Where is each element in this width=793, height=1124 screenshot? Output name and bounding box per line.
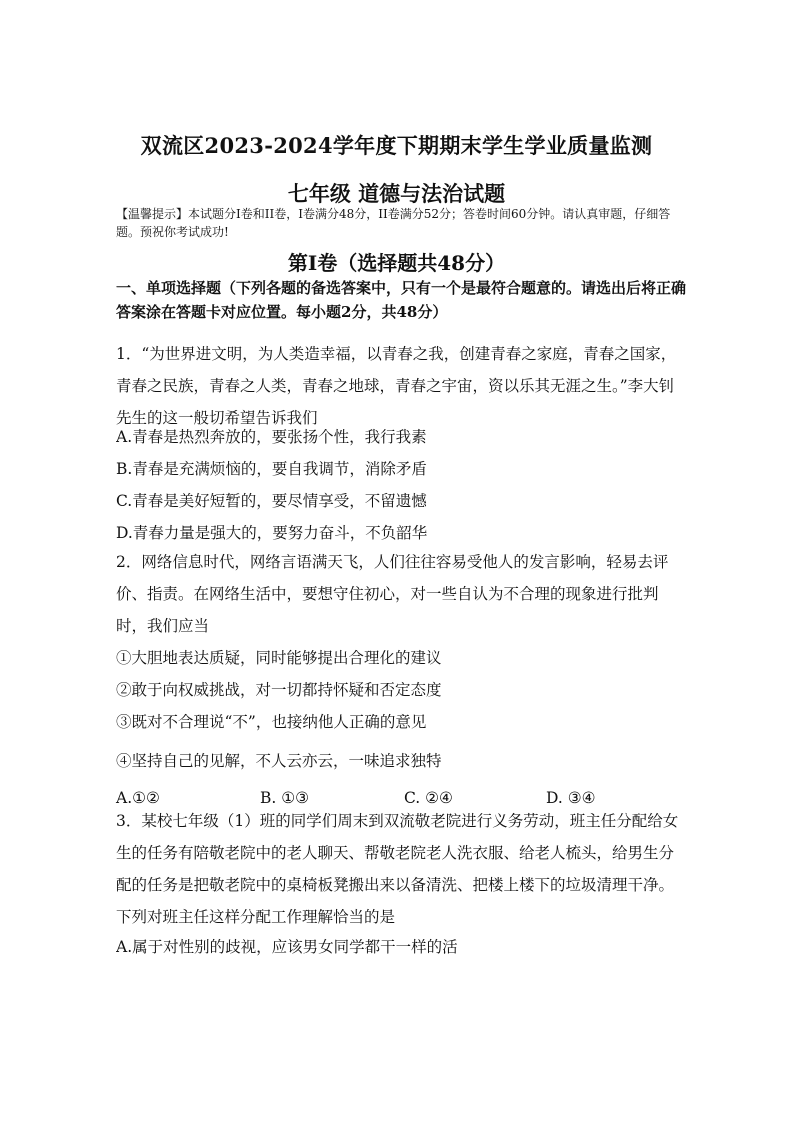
part-title: 第I卷（选择题共48分） xyxy=(287,251,506,275)
question-2-statement-1: ①大胆地表达质疑，同时能够提出合理化的建议 xyxy=(116,649,442,667)
question-3-option-a: A.属于对性别的歧视，应该男女同学都干一样的活 xyxy=(116,938,458,956)
question-1-option-c: C.青春是美好短暂的，要尽情享受，不留遗憾 xyxy=(116,492,427,510)
section-heading: 一、单项选择题（下列各题的备选答案中，只有一个是最符合题意的。请选出后将正确答案涂在答题卡对应位置。每小题2分，共48分） xyxy=(116,279,686,321)
exam-title: 双流区2023-2024学年度下期期末学生学业质量监测 xyxy=(140,133,653,158)
question-2-statement-4: ④坚持自己的见解，不人云亦云，一味追求独特 xyxy=(116,752,442,770)
question-2-stem: 2．网络信息时代，网络言语满天飞，人们往往容易受他人的发言影响，轻易去评价、指责。在网络生活中，要想守住初心，对一些自认为不合理的现象进行批判时，我们应当 xyxy=(116,553,669,635)
question-3-stem: 3．某校七年级（1）班的同学们周末到双流敬老院进行义务劳动，班主任分配给女生的任务有陪敬老院中的老人聊天、帮敬老院老人洗衣服、给老人梳头，给男生分配的任务是把敬老院中的桌椅板凳搬出来以备清洗、把楼上楼下的垃圾清理干净。下列对班主任这样分配工作理解恰当的是 xyxy=(116,812,679,926)
exam-tip: 【温馨提示】本试题分I卷和II卷，I卷满分48分，II卷满分52分；答卷时间60分钟。请认真审题，仔细答题。预祝你考试成功! xyxy=(116,207,671,239)
question-1-stem: 1．“为世界进文明，为人类造幸福，以青春之我，创建青春之家庭，青春之国家，青春之民族，青春之人类，青春之地球，青春之宇宙，资以乐其无涯之生。”李大钊先生的这一般切希望告诉我们 xyxy=(116,345,677,427)
exam-subtitle: 七年级 道德与法治试题 xyxy=(287,181,506,206)
question-1-option-b: B.青春是充满烦恼的，要自我调节，消除矛盾 xyxy=(116,460,427,478)
question-2-option-a: A.①② xyxy=(116,789,160,807)
question-1-option-a: A.青春是热烈奔放的，要张扬个性，我行我素 xyxy=(116,428,427,446)
question-2-option-d: D. ③④ xyxy=(546,789,596,807)
question-2-option-c: C. ②④ xyxy=(404,789,453,807)
question-1-option-d: D.青春力量是强大的，要努力奋斗，不负韶华 xyxy=(116,524,428,542)
question-2-statement-2: ②敢于向权威挑战，对一切都持怀疑和否定态度 xyxy=(116,681,442,699)
question-2-statement-3: ③既对不合理说“不”，也接纳他人正确的意见 xyxy=(116,713,427,731)
question-2-option-b: B. ①③ xyxy=(260,789,310,807)
